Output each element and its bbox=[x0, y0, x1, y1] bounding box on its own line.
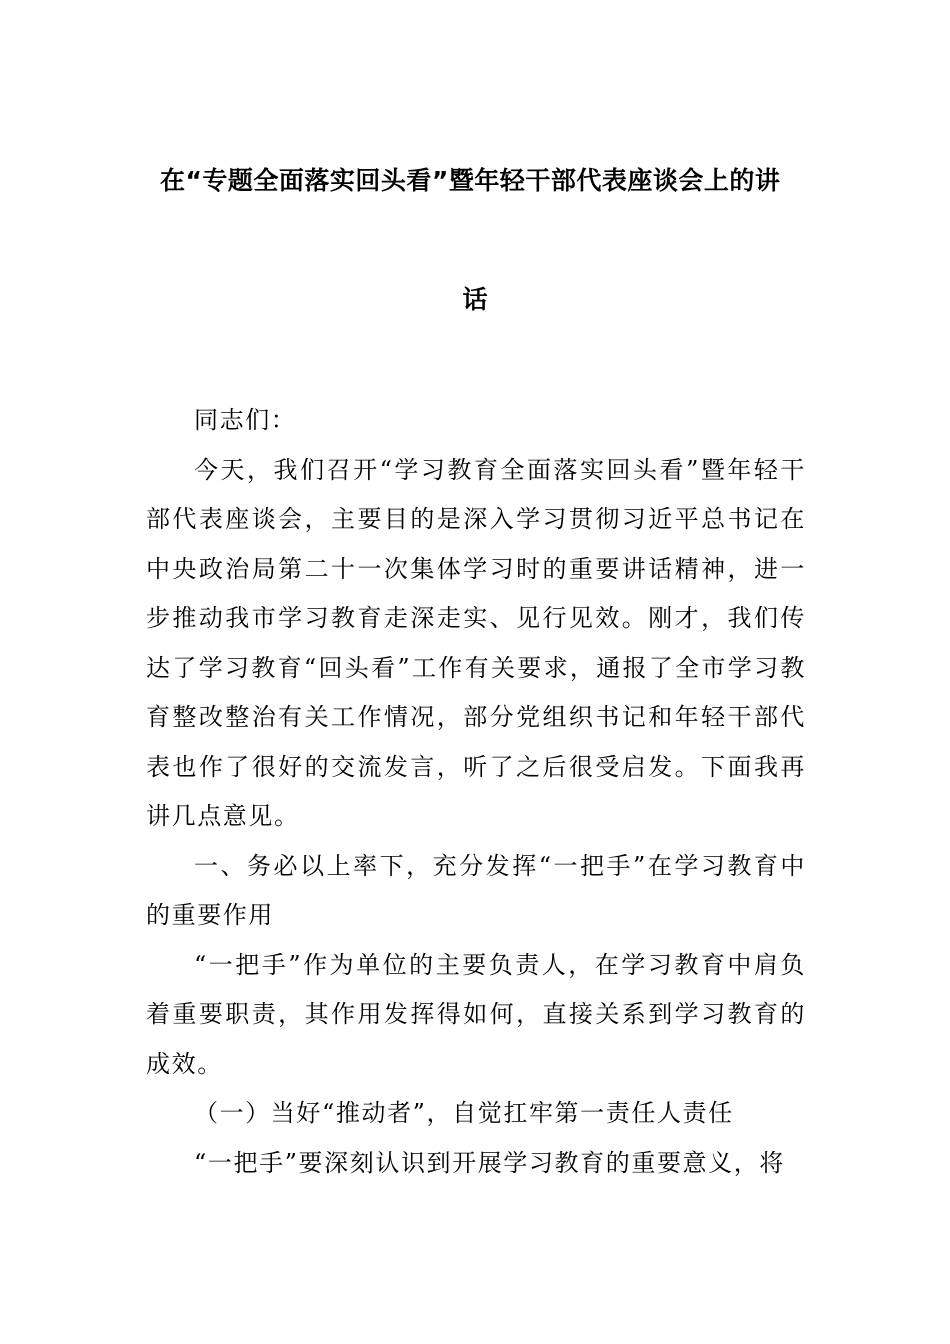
paragraph-subsection-1: “一把手”要深刻认识到开展学习教育的重要意义，将 bbox=[194, 1148, 785, 1177]
document-title-line-2: 话 bbox=[462, 285, 488, 314]
section-heading-1: 一、务必以上率下，充分发挥“一把手”在学习教育中的重要作用 bbox=[146, 851, 806, 929]
salutation: 同志们： bbox=[194, 406, 297, 434]
document-title-line-1: 在“专题全面落实回头看”暨年轻干部代表座谈会上的讲 bbox=[160, 166, 781, 195]
paragraph-section-1: “一把手”作为单位的主要负责人，在学习教育中肩负着重要职责，其作用发挥得如何，直接关系到学习教育的成效。 bbox=[146, 950, 806, 1078]
subsection-heading-1: （一）当好“推动者”，自觉扛牢第一责任人责任 bbox=[194, 1099, 734, 1127]
document-body bbox=[146, 396, 806, 1188]
paragraph-intro: 今天，我们召开“学习教育全面落实回头看”暨年轻干部代表座谈会，主要目的是深入学习贯彻习近平总书记在中央政治局第二十一次集体学习时的重要讲话精神，进一步推动我市学习教育走深走实、见行见效。刚才，我们传达了学习教育“回头看”工作有关要求，通报了全市学习教育整改整治有关工作情况，部分党组织书记和年轻干部代表也作了很好的交流发言，听了之后很受启发。下面我再讲几点意见。 bbox=[146, 455, 806, 830]
